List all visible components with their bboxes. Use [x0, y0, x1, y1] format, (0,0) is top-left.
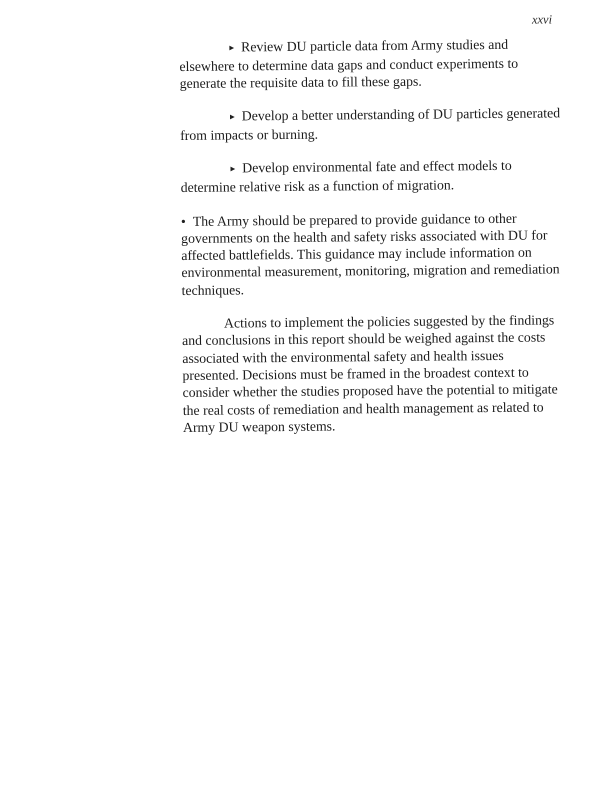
- body-paragraph: [182, 311, 564, 436]
- bullet-paragraph: [181, 209, 563, 299]
- bullet-paragraph: [180, 157, 561, 197]
- paragraph-text: Review DU particle data from Army studies and elsewhere to determine data gaps and conduct experiments to generate the requisite data to fill these gaps.: [179, 36, 519, 92]
- triangle-bullet-icon: ▸: [230, 164, 236, 175]
- dot-bullet-icon: •: [180, 213, 186, 229]
- paragraph-text: Develop environmental fate and effect models to determine relative risk as a function of migration.: [180, 158, 512, 196]
- paragraph-text: Develop a better understanding of DU particles generated from impacts or burning.: [180, 105, 561, 144]
- paragraph-text: Actions to implement the policies suggested by the findings and conclusions in this report should be weighed against the costs associated with the environmental safety and health issues presented. Decisions must be framed in the broadest context to consider whether the studies proposed have the potential to mitigate the real costs of remediation and health management as related to Army DU weapon systems.: [182, 312, 558, 435]
- page-number: xxvi: [531, 12, 553, 27]
- bullet-paragraph: [180, 105, 561, 145]
- text-block: [179, 12, 564, 452]
- paragraph-text: The Army should be prepared to provide guidance to other governments on the health and safety risks associated with DU for affected battlefields. This guidance may include information on environmental measurement, monitoring, migration and remediation techniques.: [181, 210, 560, 298]
- triangle-bullet-icon: ▸: [229, 112, 235, 123]
- triangle-bullet-icon: ▸: [229, 42, 235, 54]
- bullet-paragraph: [179, 35, 560, 92]
